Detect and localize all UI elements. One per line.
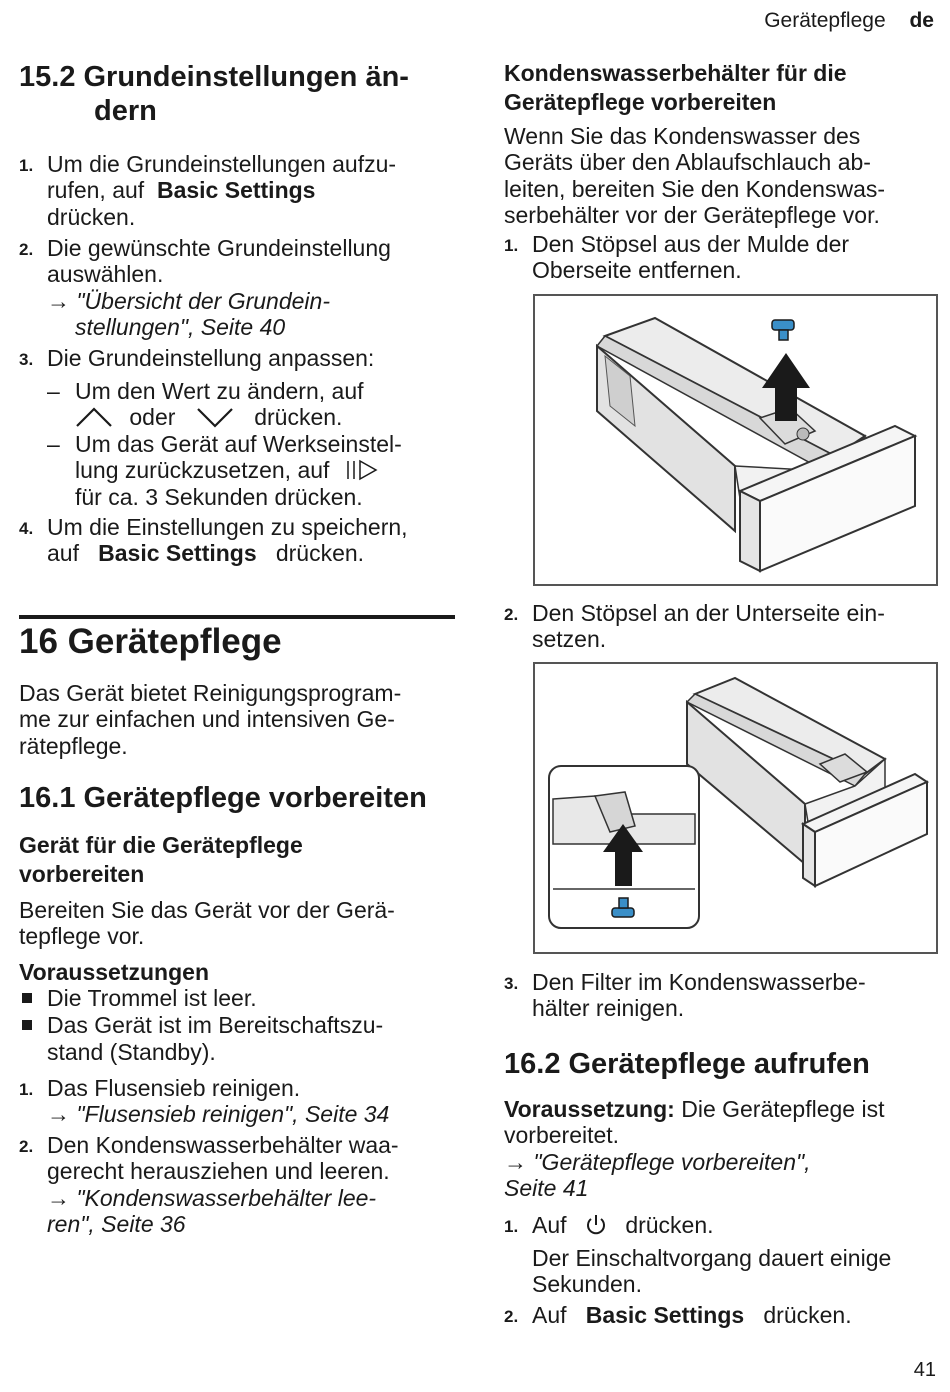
step-note: Sekunden. [532, 1271, 642, 1297]
power-icon [581, 1214, 611, 1236]
step-text-part: rufen, auf [47, 177, 145, 203]
basic-settings-key: Basic Settings [585, 1302, 745, 1328]
requirement-item: Das Gerät ist im Bereitschaftszu- [47, 1012, 384, 1038]
section-16-2-title: 16.2 Gerätepflege aufrufen [504, 1048, 870, 1080]
step-text: Die gewünschte Grundeinstellung [47, 235, 391, 261]
dash-item-text [75, 404, 475, 431]
dash-item-text: Um den Wert zu ändern, auf [75, 378, 364, 404]
step-text [532, 1212, 714, 1239]
step-number: 1. [19, 156, 34, 175]
step-note: Der Einschaltvorgang dauert einige [532, 1245, 892, 1271]
chapter-rule [19, 615, 455, 619]
figure-insert-plug [533, 662, 938, 954]
step-text-part: drücken. [625, 1212, 714, 1238]
chevron-up-icon [75, 406, 113, 428]
dash: – [47, 378, 60, 404]
step-text-part: drücken. [275, 540, 365, 566]
dash-item-text: Um das Gerät auf Werkseinstel- [75, 431, 402, 457]
paragraph: Geräts über den Ablaufschlauch ab- [504, 149, 871, 175]
step-text-part: Auf [532, 1302, 567, 1328]
cross-reference-link[interactable]: → "Kondenswasserbehälter lee- [47, 1185, 377, 1211]
paragraph: leiten, bereiten Sie den Kondenswas- [504, 176, 886, 202]
step-number: 2. [19, 240, 34, 259]
step-text: Den Stöpsel aus der Mulde der [532, 231, 850, 257]
step-text: auswählen. [47, 261, 164, 287]
step-text-part: auf [47, 540, 79, 566]
step-number: 4. [19, 519, 34, 538]
paragraph: Bereiten Sie das Gerät vor der Gerä- [19, 897, 395, 923]
dash: – [47, 431, 60, 457]
chapter-intro: rätepflege. [19, 733, 128, 759]
pause-play-icon [342, 459, 380, 481]
subsection-title: Kondenswasserbehälter für die [504, 60, 847, 86]
step-number: 2. [19, 1137, 34, 1156]
cross-reference-link[interactable]: stellungen", Seite 40 [75, 314, 286, 340]
basic-settings-key: Basic Settings [98, 540, 257, 566]
step-text-part: Auf [532, 1212, 567, 1238]
bullet-square-icon [22, 1020, 32, 1030]
requirement-line [504, 1096, 885, 1123]
paragraph: tepflege vor. [19, 923, 145, 949]
step-text: Um die Einstellungen zu speichern, [47, 514, 408, 540]
step-text: gerecht herausziehen und leeren. [47, 1158, 390, 1184]
step-text: Den Stöpsel an der Unterseite ein- [532, 600, 885, 626]
cross-reference-link[interactable]: → "Flusensieb reinigen", Seite 34 [47, 1101, 390, 1127]
dash-item-text-part: oder [129, 404, 176, 430]
page-number: 41 [913, 1359, 936, 1381]
step-text: Das Flusensieb reinigen. [47, 1075, 301, 1101]
requirement-text: vorbereitet. [504, 1122, 620, 1148]
paragraph: serbehälter vor der Gerätepflege vor. [504, 202, 880, 228]
cross-reference-link[interactable]: ren", Seite 36 [47, 1211, 186, 1237]
step-number: 1. [504, 236, 519, 255]
dash-item-text [75, 457, 475, 484]
bullet-square-icon [22, 993, 32, 1003]
header-section: Gerätepflege [764, 9, 886, 32]
container-illustration [535, 296, 936, 584]
requirements-title: Voraussetzungen [19, 959, 209, 985]
step-text: drücken. [47, 204, 136, 230]
step-text: Die Grundeinstellung anpassen: [47, 345, 375, 371]
requirement-item: stand (Standby). [47, 1039, 216, 1065]
chapter-intro: Das Gerät bietet Reinigungsprogram- [19, 680, 402, 706]
dash-item-text-part: drücken. [254, 404, 343, 430]
section-16-1-title: 16.1 Gerätepflege vorbereiten [19, 782, 427, 814]
dash-item-text: für ca. 3 Sekunden drücken. [75, 484, 363, 510]
step-text-part: drücken. [763, 1302, 852, 1328]
page-header [764, 9, 934, 33]
requirement-text: Die Gerätepflege ist [681, 1096, 885, 1122]
section-15-2-title-line2: dern [94, 95, 157, 127]
figure-remove-plug [533, 294, 938, 586]
requirement-item: Die Trommel ist leer. [47, 985, 257, 1011]
subsection-title: vorbereiten [19, 861, 145, 887]
step-text: Um die Grundeinstellungen aufzu- [47, 151, 397, 177]
step-text [532, 1302, 852, 1329]
container-illustration-bottom [535, 664, 936, 952]
step-number: 2. [504, 605, 519, 624]
section-15-2-title-line1: 15.2 Grundeinstellungen än- [19, 61, 409, 93]
step-number: 1. [19, 1080, 34, 1099]
step-number: 1. [504, 1217, 519, 1236]
cross-reference-link[interactable]: → "Übersicht der Grundein- [47, 288, 330, 314]
header-lang: de [909, 9, 934, 32]
step-text [47, 540, 364, 567]
subsection-title: Gerätepflege vorbereiten [504, 89, 777, 115]
requirement-label: Voraussetzung: [504, 1096, 675, 1122]
step-text: Oberseite entfernen. [532, 257, 742, 283]
step-text: hälter reinigen. [532, 995, 685, 1021]
step-text: setzen. [532, 626, 607, 652]
paragraph: Wenn Sie das Kondenswasser des [504, 123, 861, 149]
step-number: 3. [19, 350, 34, 369]
basic-settings-key: Basic Settings [156, 177, 316, 203]
step-number: 3. [504, 974, 519, 993]
cross-reference-link[interactable]: → "Gerätepflege vorbereiten", [504, 1149, 811, 1175]
cross-reference-link[interactable]: Seite 41 [504, 1175, 589, 1201]
chevron-down-icon [196, 406, 234, 428]
step-number: 2. [504, 1307, 519, 1326]
dash-item-text-part: lung zurückzusetzen, auf [75, 457, 330, 483]
step-text: Den Filter im Kondenswasserbe- [532, 969, 866, 995]
step-text: Den Kondenswasserbehälter waa- [47, 1132, 399, 1158]
chapter-16-title: 16 Gerätepflege [19, 622, 282, 661]
subsection-title: Gerät für die Gerätepflege [19, 832, 303, 858]
step-text [47, 177, 315, 204]
chapter-intro: me zur einfachen und intensiven Ge- [19, 706, 395, 732]
